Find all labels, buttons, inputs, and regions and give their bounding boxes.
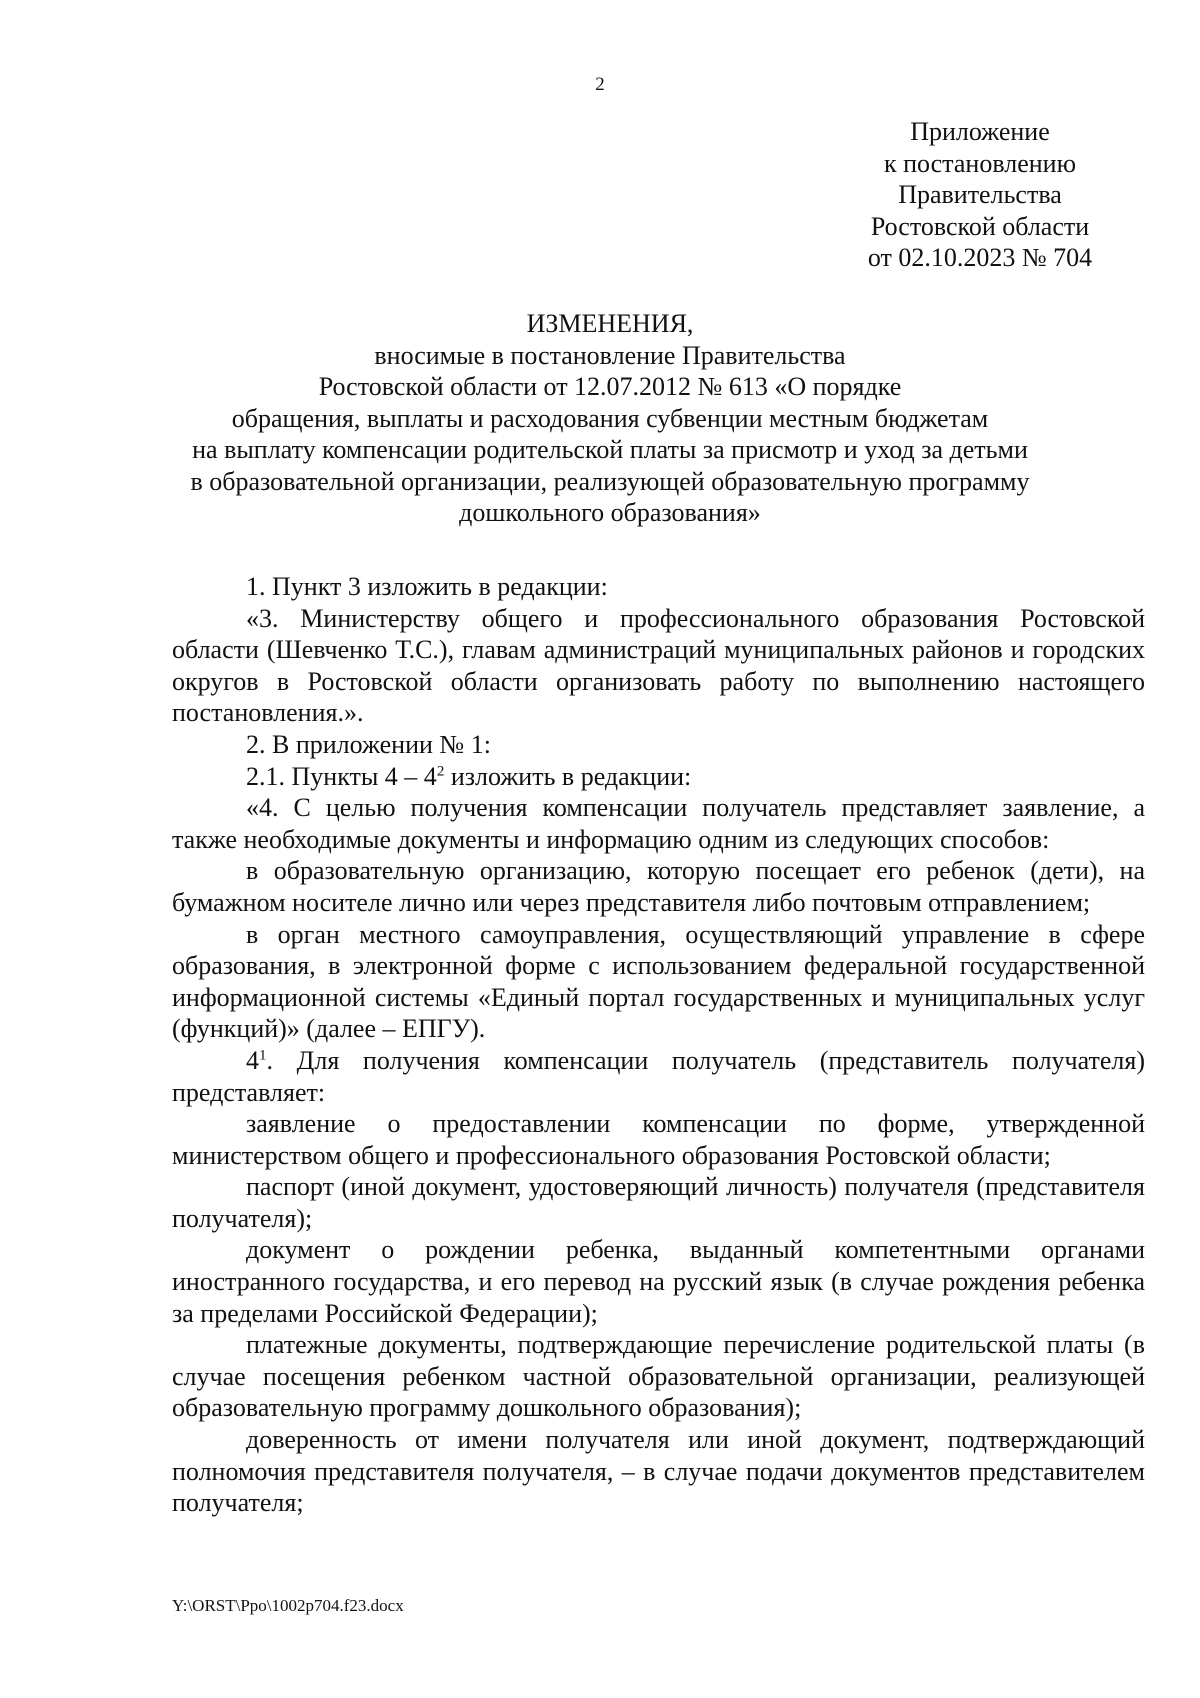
heading-line: на выплату компенсации родительской платы за присмотр и уход за детьми	[192, 435, 1028, 464]
heading-line: в образовательной организации, реализующей образовательную программу	[190, 466, 1030, 496]
document-body	[172, 571, 1145, 1519]
paragraph-method-electronic: в орган местного самоуправления, осуществляющий управление в сфере образования, в электронной форме с использованием федеральной государственной информационной системы «Единый портал государственных и муниципальных услуг (функций)» (далее – ЕПГУ).	[172, 919, 1145, 1044]
paragraph-text: 4	[246, 1045, 259, 1075]
footer-file-path: Y:\ORST\Ppo\1002p704.f23.docx	[172, 1596, 404, 1615]
heading-line: Ростовской области от 12.07.2012 № 613 «О порядке	[318, 372, 902, 401]
appendix-line: Правительства	[898, 180, 1062, 209]
paragraph-point-3-text: «3. Министерству общего и профессионального образования Ростовской области (Шевченко Т.С.), главам администраций муниципальных районов и городских округов в Ростовской области организовать работу по выполнению настоящего постановления.».	[172, 603, 1145, 728]
heading-line: дошкольного образования»	[459, 498, 761, 527]
document-heading	[150, 308, 1070, 529]
appendix-line: Ростовской области	[870, 211, 1090, 241]
appendix-date-number: от 02.10.2023 № 704	[867, 243, 1093, 272]
paragraph-payment-documents: платежные документы, подтверждающие перечисление родительской платы (в случае посещения ребенком частной образовательной организации, реализующей образовательную программу дошкольного образования);	[172, 1330, 1145, 1423]
appendix-line: к постановлению	[883, 148, 1077, 178]
appendix-header	[820, 116, 1140, 274]
superscript: 2	[436, 762, 445, 779]
page-number: 2	[595, 74, 605, 95]
paragraph-text: 2.1. Пункты 4 – 4	[246, 761, 437, 791]
heading-title: ИЗМЕНЕНИЯ,	[526, 309, 694, 338]
paragraph-item-1: 1. Пункт 3 изложить в редакции:	[246, 572, 608, 601]
paragraph-passport: паспорт (иной документ, удостоверяющий личность) получателя (представителя получателя);	[172, 1172, 1145, 1233]
paragraph-power-of-attorney: доверенность от имени получателя или иной документ, подтверждающий полномочия представителя получателя, – в случае подачи документов представителем получателя;	[172, 1425, 1145, 1518]
paragraph-point-4: «4. С целью получения компенсации получатель представляет заявление, а также необходимые документы и информацию одним из следующих способов:	[172, 793, 1145, 854]
heading-line: обращения, выплаты и расходования субвенции местным бюджетам	[231, 403, 989, 433]
paragraph-method-paper: в образовательную организацию, которую посещает его ребенок (дети), на бумажном носителе лично или через представителя либо почтовым отправлением;	[172, 856, 1145, 917]
paragraph-birth-document: документ о рождении ребенка, выданный компетентными органами иностранного государства, и его перевод на русский язык (в случае рождения ребенка за пределами Российской Федерации);	[172, 1235, 1145, 1328]
paragraph-application: заявление о предоставлении компенсации по форме, утвержденной министерством общего и профессионального образования Ростовской области;	[172, 1109, 1145, 1170]
heading-line: вносимые в постановление Правительства	[374, 340, 846, 370]
superscript: 1	[259, 1047, 267, 1064]
paragraph-point-4-1	[172, 1045, 1145, 1108]
paragraph-item-2-1	[172, 761, 1145, 793]
paragraph-text: . Для получения компенсации получатель (представитель получателя) представляет:	[172, 1045, 1145, 1107]
appendix-line: Приложение	[910, 117, 1050, 146]
paragraph-text: изложить в редакции:	[444, 761, 692, 791]
paragraph-item-2: 2. В приложении № 1:	[246, 729, 491, 759]
